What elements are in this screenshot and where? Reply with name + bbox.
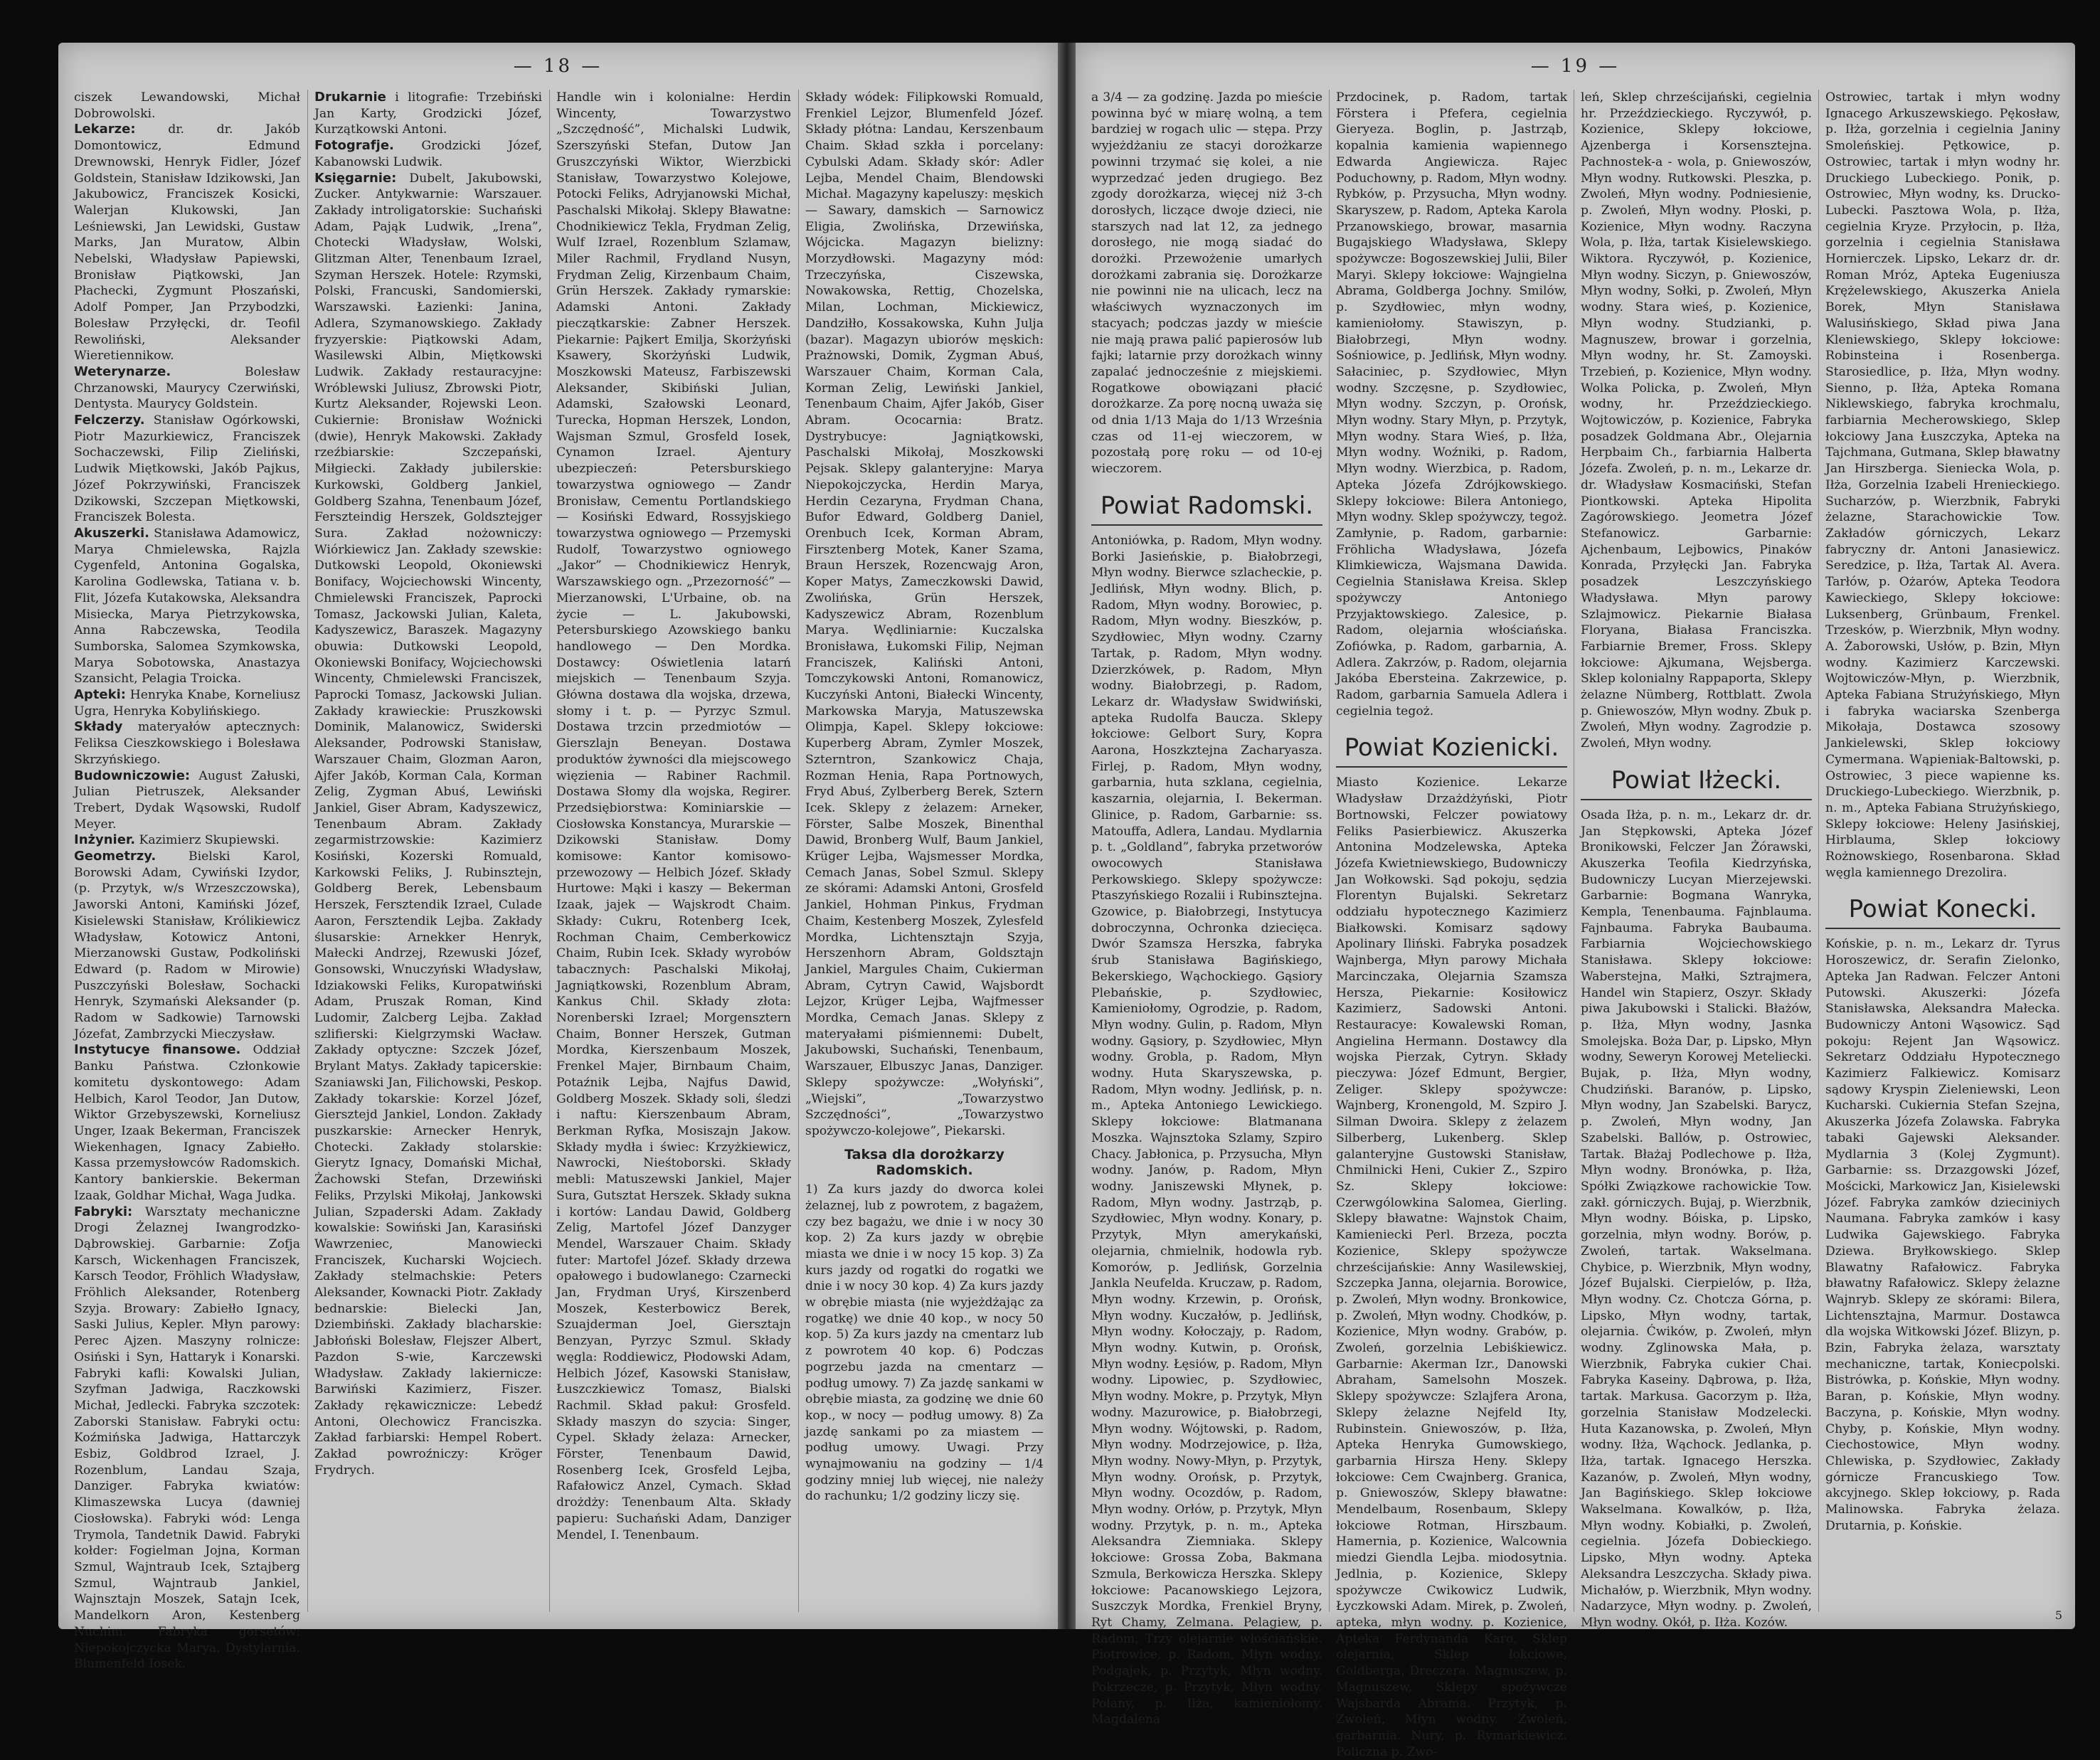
taxa-heading: Taksa dla dorożkarzy Radomskich. xyxy=(844,1146,1004,1179)
right-page xyxy=(1076,43,2075,1759)
right-column-4 xyxy=(1825,90,2060,1612)
entry xyxy=(74,526,300,687)
entry-label: Fabryki: xyxy=(74,1204,133,1219)
entry xyxy=(74,687,300,719)
book-gutter xyxy=(1058,43,1076,1629)
entry xyxy=(314,138,542,170)
entry xyxy=(74,849,300,1042)
left-column-4 xyxy=(805,90,1044,1612)
column-divider xyxy=(798,90,799,1612)
entry-label: Geometrzy. xyxy=(74,849,157,864)
entry-text: Stanisław Ogórkowski, Piotr Mazurkiewicz, Franciszek Sochaczewski, Filip Zieliński, Ludwik Miętkowski, Jakób Pajkus, Józef Pokrzywiński, Franciszek Dzikowski, Szczepan Miętkowski, Franciszek Bolesta. xyxy=(74,413,300,525)
section-heading: Powiat Konecki. xyxy=(1825,894,2060,929)
entry-label: Inżynier. xyxy=(74,832,136,848)
entry xyxy=(314,90,542,138)
entry-label: Apteki: xyxy=(74,687,126,703)
entry-label: Weterynarze. xyxy=(74,364,171,379)
entry-label: Księgarnie: xyxy=(314,170,397,186)
column-divider xyxy=(1818,90,1819,1612)
section-heading: Powiat Radomski. xyxy=(1091,490,1322,526)
column-divider xyxy=(1329,90,1330,1612)
column-text-2: Miasto Kozienice. Lekarze Władysław Drzażdżyński, Piotr Bortnowski, Felczer powiatowy Feliks Pasierbiewicz. Akuszerka Antonina Modzelewska, Apteka Józefa Kwietniewskiego, Budowniczy Jan Wołkowski. Sąd pokoju, sędzia Florentyn Bujalski. Sekretarz oddziału hypotecznego Kazimierz Białkowski. Komisarz sądowy Apolinary Iliński. Fabryka posadzek Wajnberga, Młyn parowy Michała Marcinczaka, Olejarnia Szamsza Hersza, Piekarnie: Kosiłowicz Kazimierz, Sadowski Antoni. Restauracye: Kowalewski Roman, Angielina Hermann. Dostawcy dla wojska Pierzak, Cytryn. Składy pieczywa: Józef Edmunt, Bergier, Zeliger. Sklepy spożywcze: Wajnberg, Kronengold, M. Szpiro J. Silman Dwoira. Sklepy z żelazem Silberberg, Lukenberg. Sklep galanteryjne Gustowski Stanisław, Chmilnicki Heni, Cukier Z., Szpiro Sz. Sklepy łokciowe: Czerwgólowkina Salomea, Gierling. Sklepy bławatne: Wajnstok Chaim, Kamieniecki Perl. Brzeza, poczta Kozienice, Sklepy spożywcze chrześcijańskie: Anny Wasilewskiej, Szczepka Janna, olejarnia. Borowice, p. Zwoleń, Młyn wodny. Bronkowice, p. Zwoleń, Młyn wodny. Chodków, p. Kozienice, Młyn wodny. Grabów, p. Zwoleń, gorzelnia Lebiśkiewicz. Garbarnie: Akerman Izr., Danowski Abraham, Samelsohn Moszek. Sklepy spożywcze: Szlajfera Arona, Sklepy żelazne Nejfeld Ity, Rubinstein. Gniewoszów, p. Iłża, Apteka Henryka Gumowskiego, garbarnia Hirsza Heny. Sklepy łokciowe: Cem Cwajnberg. Granica, p. Gniewoszów, Sklepy bławatne: Mendelbaum, Rosenbaum, Sklepy łokciowe Rotman, Hirszbaum. Hamernia, p. Kozienice, Walcownia miedzi Giendla Lejba. miodosytnia. Jedlnia, p. Kozienice, Sklepy spożywcze Cwikowicz Ludwik, Łyczkowski Adam. Mirek, p. Zwoleń, apteka, młyn wodny. p. Kozienice, Apteka Ferdynanda Karo, Sklep olejarnia, Sklep łokciowe, Goldberga, Dreczera. Magnuszew, p. Magnuszew, Sklepy spożywcze Wajsbarda Abrama. Przytyk, p. Zwoleń, Młyn wodny. Zwoleń, garbarnia. Nury, p. Rymarkiewicz. Policzna p. Zwo- xyxy=(1336,775,1567,1759)
entry-text: Henryka Knabe, Korneliusz Ugra, Henryka Kobylińskiego. xyxy=(74,688,300,719)
entry-label: Akuszerki. xyxy=(74,525,149,541)
left-column-2 xyxy=(314,90,542,1612)
entry-label: Instytucye finansowe. xyxy=(74,1042,241,1058)
left-page-number: — 18 — xyxy=(513,55,603,77)
entry-label: Felczerzy. xyxy=(74,413,145,428)
column-text: Ostrowiec, tartak i młyn wodny Ignacego Arkuszewskiego. Pękosław, p. Iłża, gorzelnia i cegielnia Janiny Smoleńskiej. Pętkowice, p. Ostrowiec, tartak i młyn wodny hr. Druckiego Lubeckiego. Ponik, p. Ostrowiec, Młyn wodny, ks. Drucko-Lubecki. Pasztowa Wola, p. Iłża, cegielnia Kryze. Przyłocin, p. Iłża, gorzelnia i cegielnia Stanisława Hornierczek. Lipsko, Lekarz dr. dr. Roman Mróz, Apteka Eugeniusza Krężelewskiego, Akuszerka Aniela Borek, Młyn Stanisława Walusińskiego, Skład piwa Jana Kleniewskiego, Sklepy łokciowe: Robinsteina i Rosenberga. Starosiedlice, p. Iłża, Młyn wodny. Sienno, p. Iłża, Apteka Romana Niklewskiego, fabryka krochmalu, farbiarnia Mecherowskiego, Sklep łokciowy Jana Łuszczyka, Apteka na Tajchmana, Gutmana, Sklep bławatny Jan Hirszberga. Sieniecka Wola, p. Iłża, Gorzelnia Izabeli Hrenieckiego. Sucharzów, p. Wierzbnik, Fabryki żelazne, Starachowickie Tow. Zakładów górniczych, Lekarz fabryczny dr. Antoni Janasiewicz. Seredzice, p. Iłża, Tartak Al. Avera. Tarłów, p. Ożarów, Apteka Teodora Kawieckiego, Sklepy łokciowe: Luksenberg, Grünbaum, Frenkel. Trzesków, p. Wierzbnik, Młyn wodny. A. Żaborowski, Usłów, p. Bzin, Młyn wodny. Kazimierz Karczewski. Wojtowiczów-Młyn, p. Wierzbnik, Apteka Fabiana Strużyńskiego, Młyn i fabryka waciarska Szenberga Mikołaja, Dostawca szosowy Jankielewski, Sklep łokciowy Cymermana. Wąpieniak-Baltowski, p. Ostrowiec, 3 piece wapienne ks. Druckiego-Lubeckiego. Wierzbnik, p. n. m., Apteka Fabiana Strużyńskiego, Sklepy łokciowe: Heleny Jasińskiej, Hirblauma, Sklep łokciowy Rożnowskiego, Rosenbarona. Skład węgla kamiennego Drezolira. xyxy=(1825,90,2060,880)
section-heading: Powiat Iłżecki. xyxy=(1581,765,1812,800)
entry-text: Warsztaty mechaniczne Drogi Żelaznej Iwangrodzko-Dąbrowskiej. Garbarnie: Zofja Karsch, Wickenhagen Franciszek, Karsch Teodor, Fröhlich Władysław, Fröhlich Aleksander, Rotenberg Szyja. Browary: Zabiełło Ignacy, Saski Julius, Kepler. Młyn parowy: Perec Ajzen. Maszyny rolnicze: Osiński i Syn, Hattaryk i Konarski. Fabryki kafli: Kowalski Julian, Szyfman Jadwiga, Raczkowski Michał, Jedlecki. Fabryka szczotek: Zaborski Stanisław. Fabryki octu: Koźmińska Jadwiga, Hattarczyk Esbiz, Goldbrod Izrael, J. Rozenblum, Landau Szaja, Danziger. Fabryka kwiatów: Klimaszewska Lucya (dawniej Ciosłowska). Fabryki wód: Lenga Trymola, Tandetnik Dawid. Fabryki kołder: Fogielman Jojna, Korman Szmul, Wajntraub Icek, Sztajberg Szmul, Wajntraub Jankiel, Wajnsztajn Moszek, Satajn Icek, Mandelkorn Aron, Kestenberg Nuchim. Fabryka gorsetów: Niepokojczycka Marya. Dystylarnia. Blumenfeld Iosek. xyxy=(74,1204,300,1672)
entry-text: Bielski Karol, Borowski Adam, Cywiński Izydor, (p. Przytyk, w/s Wrzeszczowska), Jaworski Antoni, Kamiński Józef, Kisielewski Stanisław, Królikiewicz Władysław, Kotowicz Antoni, Mierzanowski Gustaw, Podkoliński Edward (p. Radom w Mirowie) Puszczyński Bolesław, Sochacki Henryk, Szymański Aleksander (p. Radom w Sadkowie) Tarnowski Józefat, Zambrzycki Mieczysław. xyxy=(74,849,300,1041)
entry-text: Dubelt, Jakubowski, Zucker. Antykwarnie: Warszauer. Zakłady introligatorskie: Suchański Adam, Pająk Ludwik, „Irena”, Chotecki Władysław, Wolski, Glitzman Alter, Tenenbaum Izrael, Szyman Herszek. Hotele: Rzymski, Polski, Francuski, Sandomierski, Warszawski. Łazienki: Janina, Adlera, Szymanowskiego. Zakłady fryzyerskie: Piątkowski Adam, Wasilewski Albin, Miętkowski Ludwik. Zakłady restauracyjne: Wróblewski Juliusz, Zbrowski Piotr, Kurtz Aleksander, Rojewski Leon. Cukiernie: Bronisław Woźnicki (dwie), Henryk Makowski. Zakłady rzeźbiarskie: Szczepański, Miłgiecki. Zakłady jubilerskie: Kurkowski, Goldberg Jankiel, Goldberg Szahna, Tenenbaum Józef, Ferszteindig Herszek, Goldsztejger Sura. Zakład nożowniczy: Wiórkiewicz Jan. Zakłady szewskie: Dutkowski Leopold, Okoniewski Bonifacy, Wojciechowski Wincenty, Chmielewski Franciszek, Paprocki Tomasz, Jackowski Julian, Kaleta, Kadyszewicz, Baraszek. Magazyny obuwia: Dutkowski Leopold, Okoniewski Bonifacy, Wojciechowski Wincenty, Chmielewski Franciszek, Paprocki Tomasz, Jackowski Julian. Zakłady krawieckie: Pruszkowski Dominik, Malanowicz, Swiderski Aleksander, Podrowski Stanisław, Warszauer Chaim, Glozman Aaron, Ajfer Jakób, Korman Cala, Korman Zelig, Zygman Abuś, Lewiński Jankiel, Giser Abram, Kadyszewicz, Tenenbaum Abram. Zakłady zegarmistrzowskie: Kazimierz Kosiński, Kozerski Romuald, Karkowski Feliks, J. Rubinsztejn, Goldberg Berek, Lebensbaum Herszek, Fersztendik Izrael, Culade Aaron, Fersztendik Lejba. Zakłady ślusarskie: Arnekker Henryk, Małecki Andrzej, Rzewuski Józef, Gonsowski, Wnuczyński Władysław, Idziakowski Feliks, Kuropatwiński Adam, Pruszak Roman, Kind Ludomir, Zalcberg Lejba. Zakład szlifierski: Kielgrzymski Wacław. Zakłady optyczne: Szczek Józef, Brylant Matys. Zakłady tapicerskie: Szaniawski Jan, Filichowski, Peskop. Zakłady tokarskie: Korzel Józef, Giersztejd Jankiel, London. Zakłady puszkarskie: Arnecker Henryk, Chotecki. Zakłady stolarskie: Gierytz Ignacy, Domański Michał, Żachowski Stefan, Drzewiński Feliks, Przylski Mikołaj, Jankowski Julian, Szpaderski Adam. Zakłady kowalskie: Sowiński Jan, Karasiński Wawrzeniec, Manowiecki Franciszek, Kucharski Wojciech. Zakłady stelmachskie: Peters Aleksander, Kownacki Piotr. Zakłady bednarskie: Bielecki Jan, Dziembiński. Zakłady blacharskie: Jabłoński Bolesław, Flejszer Albert, Pazdon S-wie, Karczewski Władysław. Zakłady lakiernicze: Barwiński Kazimierz, Fiszer. Zakłady rękawicznicze: Lebedź Antoni, Olechowicz Franciszka. Zakład farbiarski: Hempel Robert. Zakład powroźniczy: Kröger Frydrych. xyxy=(314,171,543,1478)
entry-label: Budowniczowie: xyxy=(74,768,191,783)
section-heading: Powiat Kozienicki. xyxy=(1336,732,1567,768)
entry xyxy=(74,413,300,526)
entry-label: Lekarze: xyxy=(74,122,136,137)
entry-text: Bolesław Chrzanowski, Maurycy Czerwiński, Dentysta. Maurycy Goldstein. xyxy=(74,364,300,412)
entry xyxy=(74,719,300,768)
left-column-1 xyxy=(74,90,301,1672)
entry-text: i litografie: Trzebiński Jan Karty, Grodzicki Józef, Kurzątkowski Antoni. xyxy=(314,90,542,137)
column-text-2: Osada Iłża, p. n. m., Lekarz dr. dr. Jan Stępkowski, Apteka Józef Bronikowski, Felczer Jan Żórawski, Akuszerka Teofila Kiedrzyńska, Budowniczy Lucyan Mierzejewski. Garbarnie: Bogmana Wanryka, Kempla, Tenenbauma. Fajnblauma. Fajnbauma. Fabryka Baubauma. Farbiarnia Wojciechowskiego Stanisława. Sklepy łokciowe: Waberstejna, Małki, Sztrajmera, Handel win Stapierz, Oszyr. Składy piwa Jakubowski i Stalicki. Błażów, p. Iłża, Młyn wodny, Jasnka Smolejska. Boża Dar, p. Lipsko, Młyn wodny, Seweryn Korowej Meteliecki. Bujak, p. Iłża, Młyn wodny, Chudziński. Baranów, p. Lipsko, Młyn wodny, Jan Szabelski. Barycz, p. Zwoleń, Młyn wodny, Jan Szabelski. Ballów, p. Ostrowiec, Tartak. Błażaj Podlechowe p. Iłża, Młyn wodny. Bronówka, p. Iłża, Spółki Związkowe rachowickie Tow. zakł. górniczych. Bujaj, p. Wierzbnik, Młyn wodny. Bóiska, p. Lipsko, gorzelnia, młyn wodny. Borów, p. Zwoleń, tartak. Wakselmana. Chybice, p. Wierzbnik, Młyn wodny, Józef Bujalski. Cierpielów, p. Iłża, Młyn wodny. Cz. Chotcza Górna, p. Lipsko, Młyn wodny, tartak, olejarnia. Ćwików, p. Zwoleń, młyn wodny. Zglinowska Mała, p. Wierzbnik, Fabryka cukier Chai. Fabryka Kaseiny. Dąbrowa, p. Iłża, tartak. Markusa. Gacorzym p. Iłża, gorzelnia Stanisław Modzelecki. Huta Kazanowska, p. Zwoleń, Młyn wodny. Iłża, Wąchock. Jedlanka, p. Iłża, tartak. Ignacego Herszka. Kazanów, p. Zwoleń, Młyn wodny, Jan Bagińskiego. Sklep łokciowe Wakselmana. Kowalków, p. Iłża, Młyn wodny. Kobiałki, p. Zwoleń, cegielnia. Józefa Dobieckiego. Lipsko, Młyn wodny. Apteka Aleksandra Leszczycha. Składy piwa. Michałów, p. Wierzbnik, Młyn wodny. Nadarzyce, Młyn wodny. p. Zwoleń, Młyn wodny. Okół, p. Iłża. Kozów. xyxy=(1581,807,1812,1630)
entry-label: Drukarnie xyxy=(314,90,386,105)
entry-text: dr. dr. Jakób Domontowicz, Edmund Drewnowski, Henryk Fidler, Józef Goldstein, Stanisław Idzikowski, Jan Jakubowicz, Franciszek Kosicki, Walerjan Klukowski, Jan Leśniewski, Jan Lewidski, Gustaw Marks, Jan Muratow, Albin Nebelski, Władysław Papiewski, Bronisław Piątkowski, Jan Płachecki, Zygmunt Płoszański, Adolf Pomper, Jan Przybodzki, Bolesław Przyłęcki, dr. Teofil Rewoliński, Aleksander Wieretiennikow. xyxy=(74,122,300,364)
entry-text: Grodzicki Józef, Kabanowski Ludwik. xyxy=(314,139,543,169)
entry-list xyxy=(74,122,300,1672)
corner-mark: 5 xyxy=(2054,1608,2062,1622)
right-column-2 xyxy=(1336,90,1567,1759)
entry xyxy=(314,171,542,1479)
entry-text: Kazimierz Skupiewski. xyxy=(139,833,280,848)
right-column-3 xyxy=(1581,90,1812,1630)
column-text-2: Antoniówka, p. Radom, Młyn wodny. Borki Jasieńskie, p. Białobrzegi, Młyn wodny. Bierwce szlacheckie, p. Jedlińsk, Młyn wodny. Blich, p. Radom, Młyn wodny. Borowiec, p. Radom, Młyn wodny. Bieszków, p. Szydłowiec, Młyn wodny. Czarny Tartak, p. Radom, Młyn wodny. Dzierzkówek, p. Radom, Młyn wodny. Białobrzegi, p. Radom, Lekarz dr. Władysław Swidwiński, apteka Rudolfa Baucza. Sklepy łokciowe: Gelbort Sury, Kopra Aarona, Hoszkztejna Zacharyasza. Firlej, p. Radom, Młyn wodny, garbarnia, huta szklana, cegielnia, kaszarnia, olejarnia, I. Bekerman. Glinice, p. Radom, Garbarnie: ss. Matouffa, Adlera, Landau. Mydlarnia p. t. „Goldland”, fabryka przetworów owocowych Stanisława Perkowskiego. Sklepy spożywcze: Ptaszyńskiego Rozalii i Rubinsztejna. Gzowice, p. Białobrzegi, Instytucya dobroczynna, Ochronka dziecięca. Dwór Szamsza Herszka, fabryka śrub Stanisława Bagińskiego, Bekerskiego, Wąchockiego. Gąsiory Plebańskie, p. Szydłowiec, Kamieniołomy, Ogrodzie, p. Radom, Młyn wodny. Gulin, p. Radom, Młyn wodny. Gąsiory, p. Szydłowiec, Młyn wodny. Grobla, p. Radom, Młyn wodny. Huta Skaryszewska, p. Radom, Młyn wodny. Jedlińsk, p. n. m., Apteka Antoniego Lewickiego. Sklepy łokciowe: Blatmanana Moszka. Wajnsztoka Szlamy, Szpiro Chacy. Jabłonica, p. Przysucha, Młyn wodny. Janów, p. Radom, Młyn wodny. Janiszewski Młynek, p. Radom, Młyn wodny. Jastrząb, p. Szydłowiec, Młyn wodny. Konary, p. Przytyk, Młyn amerykański, olejarnia, chmielnik, hodowla ryb. Komorów, p. Jedlińsk, Gorzelnia Jankla Neufelda. Kruczaw, p. Radom, Młyn wodny. Krzewin, p. Orońsk, Młyn wodny. Kuczałów, p. Jedlińsk, Młyn wodny. Kołoczajy, p. Radom, Młyn wodny. Kutwin, p. Orońsk, Młyn wodny. Łęsiów, p. Radom, Młyn wodny. Lipowiec, p. Szydłowiec, Młyn wodny. Mokre, p. Przytyk, Młyn wodny. Mazurowice, p. Białobrzegi, Młyn wodny. Wójtowski, p. Radom, Młyn wodny. Modrzejowice, p. Iłża, Młyn wodny. Nowy-Młyn, p. Przytyk, Młyn wodny. Orońsk, p. Przytyk, Młyn wodny. Ocozdów, p. Radom, Młyn wodny. Orłów, p. Przytyk, Młyn wodny. Przytyk, p. n. m., Apteka Aleksandra Ziemniaka. Sklepy łokciowe: Grossa Zoba, Bakmana Szmula, Berkowicza Herszka. Sklepy łokciowe: Pacanowskiego Lejzora, Suszczyk Mordka, Frenkiel Bryny, Ryt Chamy, Zelmana. Pelagiew, p. Radom, Trzy olejarnie włościańskie. Piotrowice, p. Radom, Młyn wodny. Podgajek, p. Przytyk, Młyn wodny. Pokrzecze, p. Przytyk, Młyn wodny. Polany, p. Iłża, kamieniołomy. Magdalena xyxy=(1091,533,1322,1727)
column-text: Przdocinek, p. Radom, tartak Förstera i Pfefera, cegielnia Gieryeza. Boglin, p. Jastrząb, kopalnia kamienia wapiennego Edwarda Angiewicza. Rajec Poduchowny, p. Radom, Młyn wodny. Rybków, p. Przysucha, Młyn wodny. Skaryszew, p. Radom, Apteka Karola Przanowskiego, browar, masarnia Bugajskiego Władysława, Sklepy spożywcze: Bogoszewskiej Julii, Biler Maryi. Sklepy łokciowe: Wajngielna Abrama, Goldberga Jochny. Smilów, p. Szydłowiec, młyn wodny, kamieniołomy. Stawiszyn, p. Białobrzegi, Młyn wodny. Sośniowice, p. Jedlińsk, Młyn wodny. Sałaciniec, p. Szydłowiec, Młyn wodny. Szczęsne, p. Szydłowiec, Młyn wodny. Szczyn, p. Orońsk, Młyn wodny. Stary Młyn, p. Przytyk, Młyn wodny. Stara Wieś, p. Iłża, Młyn wodny. Woźniki, p. Radom, Młyn wodny. Wierzbica, p. Radom, Apteka Józefa Zdrójkowskiego. Sklepy łokciowe: Bilera Antoniego, Młyn wodny. Sklep spożywczy, tegoż. Zamłynie, p. Radom, garbarnie: Fröhlicha Władysława, Józefa Klimkiewicza, Wajsmana Dawida. Cegielnia Stanisława Kreisa. Sklep spożywczy Antoniego Przyjaktowskiego. Zalesice, p. Radom, olejarnia włościańska. Zofiówka, p. Radom, garbarnia, A. Adlera. Zakrzów, p. Radom, olejarnia Jakóba Ebersteina. Zakrzewice, p. Radom, garbarnia Samuela Adlera i cegielnia tegoż. xyxy=(1336,90,1567,719)
entry xyxy=(74,364,300,413)
column-divider xyxy=(549,90,550,1612)
entry-text: August Załuski, Julian Pietruszek, Aleksander Trebert, Dydak Wąsowski, Rudolf Meyer. xyxy=(74,768,300,832)
entry-label: Składy xyxy=(74,719,123,735)
left-page xyxy=(58,43,1058,1672)
entry-text: Oddział Banku Państwa. Członkowie komitetu dyskontowego: Adam Helbich, Karol Teodor, Jan Dutow, Wiktor Grzebyszewski, Korneliusz Unger, Izaak Bekerman, Franciszek Wiekenhagen, Ignacy Zabiełło. Kassa przemysłowców Radomskich. Kantory bankierskie. Bekerman Izaak, Goldhar Michał, Waga Judka. xyxy=(74,1043,301,1203)
entry-text: Stanisława Adamowicz, Marya Chmielewska, Rajzla Cygenfeld, Antonina Gogalska, Karolina Godlewska, Tatiana v. b. Flit, Józefa Kutakowska, Aleksandra Misiecka, Marya Pietrzykowska, Anna Rabczewska, Teodila Sumborska, Salomea Szymkowska, Marya Sobotowska, Anastazya Szansicht, Pelagia Troicka. xyxy=(74,526,301,686)
entry xyxy=(74,768,300,833)
entry xyxy=(74,122,300,364)
column-text: a 3/4 — za godzinę. Jazda po mieście powinna być w miarę wolną, a tem bardziej w rogach ulic — stępa. Przy wyjeżdżaniu ze stacyi dorożkarze powinni trzymać się kolei, a nie wyprzedzać jeden drugiego. Bez zgody dorożkarza, więcej niż 3-ch dorosłych, liczące dwoje dzieci, nie starszych nad lat 12, za jednego dorosłego, nie mogą siadać do dorożki. Przewożenie umarłych dorożkami zabrania się. Dorożkarze nie powinni nie na ulicach, lecz na właściwych wyznaczonych im stacyach; podczas jazdy w mieście nie mają prawa palić papierosów lub fajki; latarnie przy dorożkach winny zapalać jednocześnie z miejskiemi. Rogatkowe obowiązani płacić dorożkarze. Za porę nocną uważa się od dnia 1/13 Maja do 1/13 Września czas od 11-ej wieczorem, w pozostałą porę roku — od 10-ej wieczorem. xyxy=(1091,90,1322,477)
entry-label: Fotografje. xyxy=(314,138,394,154)
column-text: Składy wódek: Filipkowski Romuald, Frenkiel Lejzor, Blumenfeld Józef. Składy płótna: Landau, Kerszenbaum Chaim. Skład szkła i porcelany: Cybulski Adam. Składy skór: Adler Lejba, Mendel Chaim, Blendowski Michał. Magazyny kapeluszy: męskich — Sawary, damskich — Sarnowicz Eligia, Zwolińska, Drzewińska, Wójcicka. Magazyn bielizny: Morzydłowski. Magazyny mód: Trzeczyńska, Ciszewska, Nowakowska, Rettig, Chozelska, Milan, Lochman, Mickiewicz, Dandziłło, Kossakowska, Kuhn Julja (bazar). Magazyn ubiorów męskich: Prażnowski, Domik, Zygman Abuś, Warszauer Chaim, Korman Cala, Korman Zelig, Lewiński Jankiel, Tenenbaum Chaim, Ajfer Jakób, Giser Abram. Ococarnia: Bratz. Dystrybucye: Jagniątkowski, Paschalski Mikołaj, Moszkowski Pejsak. Sklepy galanteryjne: Marya Niepokojczycka, Herdin Marya, Herdin Cezaryna, Frydman Chana, Bufor Edward, Goldberg Daniel, Orenbuch Icek, Korman Abram, Firsztenberg Motek, Kaner Szama, Braun Herszek, Rozencwajg Aron, Koper Matys, Zameczkowski Dawid, Zwolińska, Grün Herszek, Kadyszewicz Abram, Rozenblum Marya. Wędliniarnie: Kuczalska Bronisława, Łukomski Filip, Nejman Franciszek, Kaliński Antoni, Tomczykowski Antoni, Romanowicz, Kuczyński Antoni, Białecki Wincenty, Markowska Maryja, Matuszewska Olimpja, Kapel. Sklepy łokciowe: Kuperberg Abram, Zymler Moszek, Szterntron, Szankowicz Chaja, Rozman Henia, Rapa Portnowych, Fryd Abuś, Zylberberg Berek, Sztern Icek. Sklepy z żelazem: Arneker, Förster, Salbe Moszek, Binenthal Dawid, Bronberg Wulf, Baum Jankiel, Krüger Lejba, Wajsmesser Mordka, Cemach Janas, Sobel Szmul. Sklepy ze skórami: Adamski Antoni, Grosfeld Jankiel, Hohman Pinkus, Frydman Chaim, Kestenberg Moszek, Zylesfeld Mordka, Lichtensztajn Szyja, Herszenhorn Abram, Goldsztajn Jankiel, Margules Chaim, Cukierman Abram, Cytryn Cawid, Wajsbordt Lejzor, Krüger Lejba, Wajfmesser Mordka, Cemach Janas. Sklepy z materyałami piśmiennemi: Dubelt, Jakubowski, Suchański, Tenenbaum, Warszauer, Elbuszyc Janas, Danziger. Sklepy spożywcze: „Wołyński”, „Wiejski”, „Towarzystwo Szczędności”, „Towarzystwo spożywczo-kolejowe”, Piekarski. xyxy=(805,90,1044,1138)
column-text: leń, Sklep chrześcijański, cegielnia hr. Przeździeckiego. Ryczywół, p. Kozienice, Sklepy łokciowe, Ajzenberga i Korsensztejna. Pachnostek-a - wola, p. Gniewoszów, Młyn wodny. Rutkowski. Pleszka, p. Zwoleń, Młyn wodny. Podniesienie, p. Zwoleń, Młyn wodny. Płoski, p. Kozienice, Młyn wodny. Raczyna Wola, p. Iłża, tartak Kisielewskiego. Wiktora. Ryczywół, p. Kozienice, Młyn wodny. Siczyn, p. Gniewoszów, Młyn wodny, Sołki, p. Zwoleń, Młyn wodny. Stara wieś, p. Kozienice, Młyn wodny. Studzianki, p. Magnuszew, browar i gorzelnia, Młyn wodny, hr. St. Zamoyski. Trzebień, p. Kozienice, Młyn wodny. Wolka Policka, p. Zwoleń, Młyn wodny, hr. Przeździeckiego. Wojtowiczów, p. Kozienice, Fabryka posadzek Goldmana Abr., Olejarnia Herpbaim Ch., farbiarnia Halberta Józefa. Zwoleń, p. n. m., Lekarze dr. dr. Władysław Kosmaciński, Stefan Piontkowski. Apteka Hipolita Zagórowskiego. Jeometra Józef Stefanowicz. Garbarnie: Ajchenbaum, Lejbowics, Pinaków Konrada, Przyłęcki Jan. Fabryka posadzek Leszczyńskiego Władysława. Młyn parowy Szlajmowicz. Piekarnie Białasa Floryana, Białasa Franciszka. Farbiarnie Bremer, Fross. Sklepy łokciowe: Ajkumana, Wejsberga. Sklep kolonialny Rappaporta, Sklepy żelazne Nümberg, Rottblatt. Zwola p. Gniewoszów, Młyn wodny. Zbuk p. Zwoleń, Młyn wodny. Zagrodzie p. Zwoleń, Młyn wodny. xyxy=(1581,90,1812,751)
entry xyxy=(74,1204,300,1672)
column-text: Handle win i kolonialne: Herdin Wincenty, Towarzystwo „Szczędność”, Michalski Ludwik, Szerszyński Stefan, Dutow Jan Gruszczyński Wiktor, Wierzbicki Stanisław, Towarzystwo Kolejowe, Potocki Feliks, Adryjanowski Michał, Paschalski Mikołaj. Sklepy Bławatne: Chodnikiewicz Tekla, Frydman Zelig, Wulf Izrael, Rozenblum Szlamaw, Miler Rachmil, Frydland Nusyn, Frydman Zelig, Kirzenbaum Chaim, Grün Herszek. Zakłady rymarskie: Adamski Antoni. Zakłady pieczątkarskie: Zabner Herszek. Piekarnie: Pajkert Emilja, Skorżyński Ksawery, Skorżyński Ludwik, Moszkowski Mateusz, Farbiszewski Aleksander, Skibiński Julian, Adamski, Szałowski Leonard, Turecka, Hopman Herszek, London, Wajsman Szmul, Grosfeld Iosek, Cynamon Izrael. Ajentury ubezpieczeń: Petersburskiego towarzystwa ogniowego — Zandr Bronisław, Cementu Portlandskiego — Kosiński Edward, Rossyjskiego towarzystwa ogniowego — Przemyski Rudolf, Towarzystwo ogniowego „Jakor” — Chodnikiewicz Henryk, Warszawskiego ogn. „Przezorność” — Mierzanowski, L'Urbaine, ob. na życie — L. Jakubowski, Petersburskiego Azowskiego banku handlowego — Den Mordka. Dostawcy: Oświetlenia latarń miejskich — Tenenbaum Szyja. Główna dostawa dla wojska, drzewa, słomy i t. p. — Pyrzyc Szmul. Dostawa trzcin przedmiotów — Gierszlajn Beneyan. Dostawa produktów żywności dla miejscowego więzienia — Rabiner Rachmil. Dostawa Słomy dla wojska, Regirer. Przedsiębiorstwa: Kominiarskie — Ciosłowska Konstancya, Murarskie — Dzikowski Stanisław. Domy komisowe: Kantor komisowo-przewozowy — Helbich Józef. Składy Hurtowe: Mąki i kaszy — Bekerman Izaak, jajek — Wajskrodt Chaim. Składy: Cukru, Rotenberg Icek, Rochman Chaim, Cemberkowicz Chaim, Rubin Icek. Składy wyrobów tabacznych: Paschalski Mikołaj, Jagniątkowski, Rozenblum Abram, Kankus Chil. Składy złota: Norenberski Izrael; Morgensztern Chaim, Bonner Herszek, Gutman Mordka, Kierszenbaum Moszek, Frenkel Majer, Birnbaum Chaim, Potaźnik Lejba, Najfus Dawid, Goldberg Moszek. Składy soli, śledzi i naftu: Kierszenbaum Abram, Berkman Ryfka, Mosiszajn Jakow. Składy mydła i świec: Krzyżkiewicz, Nawrocki, Nieśtoborski. Składy mebli: Matuszewski Jankiel, Majer Sura, Gutsztat Herszek. Składy sukna i kortów: Landau Dawid, Goldberg Zelig, Martofel Józef Danzyger Mendel, Warszauer Chaim. Składy futer: Martofel Józef. Składy drzewa opałowego i budowlanego: Czarnecki Jan, Frydman Uryś, Kirszenberd Moszek, Kesterbowicz Berek, Szuajderman Joel, Giersztajn Benzyan, Pyrzyc Szmul. Składy węgla: Roddiewicz, Płodowski Adam, Helbich Józef, Kasowski Stanisław, Łuszczkiewicz Tomasz, Bialski Rachmil. Skład pakuł: Grosfeld. Składy maszyn do szycia: Singer, Cypel. Składy żelaza: Arnecker, Förster, Tenenbaum Dawid, Rosenberg Icek, Grosfeld Lejba, Rafałowicz Anzel, Cymach. Skład drożdży: Tenenbaum Alta. Składy papieru: Suchański Adam, Danziger Mendel, I. Tenenbaum. xyxy=(556,90,791,1542)
left-column-3 xyxy=(556,90,791,1612)
right-column-1 xyxy=(1091,90,1322,1727)
entry xyxy=(74,1042,300,1204)
entry xyxy=(74,832,300,849)
right-page-number: — 19 — xyxy=(1530,55,1621,77)
column-intro: ciszek Lewandowski, Michał Dobrowolski. xyxy=(74,90,300,121)
entry-list xyxy=(314,90,542,1478)
column-text-2: Końskie, p. n. m., Lekarz dr. Tyrus Horoszewicz, dr. Serafin Zielonko, Apteka Jan Radwan. Felczer Antoni Putowski. Akuszerki: Józefa Stanisławska, Aleksandra Małecka. Budowniczy Antoni Wąsowicz. Sąd pokoju: Rejent Jan Wąsowicz. Sekretarz Oddziału Hypotecznego Kazimierz Falkiewicz. Komisarz sądowy Kryspin Zieleniewski, Leon Kucharski. Cukiernia Stefan Szejna, Akuszerka Józefa Zolawska. Fabryka tabaki Gajewski Aleksander. Mydlarnia 3 (Kolej Zygmunt). Garbarnie: ss. Drzazgowski Józef, Mościcki, Markowicz Jan, Kisielewski Józef. Fabryka zamków dzieciniych Naumana. Fabryka zamków i kasy Ludwika Gajewskiego. Fabryka Dziewa. Bryłkowskiego. Sklep Blawatny Rafałowicz. Fabryka bławatny Rafałowicz. Sklepy żelazne Wajnryb. Sklepy ze skórami: Bilera, Lichtensztajna, Marmur. Dostawca dla wojska Witkowski Józef. Blizyn, p. Bzin, Fabryka żelaza, warsztaty mechaniczne, tartak, Koniecpolski. Bistrówka, p. Końskie, Młyn wodny. Baran, p. Końskie, Młyn wodny. Baczyna, p. Końskie, Młyn wodny. Chyby, p. Końskie, Młyn wodny. Ciechostowice, Młyn wodny. Chlewiska, p. Szydłowiec, Zakłady górnicze Francuskiego Tow. akcyjnego. Sklep łokciowy, p. Rada Malinowska. Fabryka żelaza. Drutarnia, p. Końskie. xyxy=(1825,937,2060,1533)
column-divider xyxy=(307,90,308,1612)
entry-text: materyałów aptecznych: Feliksa Cieszkowskiego i Bolesława Skrzyńskiego. xyxy=(74,720,300,767)
taxa-text: 1) Za kurs jazdy do dworca kolei żelaznej, lub z powrotem, z bagażem, czy bez bagażu, we dnie i w nocy 30 kop. 2) Za kurs jazdy w obrębie miasta we dnie i w nocy 15 kop. 3) Za kurs jazdy od rogatki do rogatki we dnie i w nocy 30 kop. 4) Za kurs jazdy w obrębie miasta (nie wyjeżdżając za rogatkę) we dnie 40 kop., w nocy 50 kop. 5) Za kurs jazdy na cmentarz lub z powrotem 40 kop. 6) Podczas pogrzebu jazda na cmentarz — podług umowy. 7) Za jazdę sankami w obrębie miasta, za godzinę we dnie 60 kop., w nocy — podług umowy. 8) Za jazdę sankami po za miastem — podług umowy. Uwagi. Przy wynajmowaniu na godziny — 1/4 godziny mniej lub więcej, nie należy do rachunku; 1/2 godziny liczy się. xyxy=(805,1182,1044,1504)
